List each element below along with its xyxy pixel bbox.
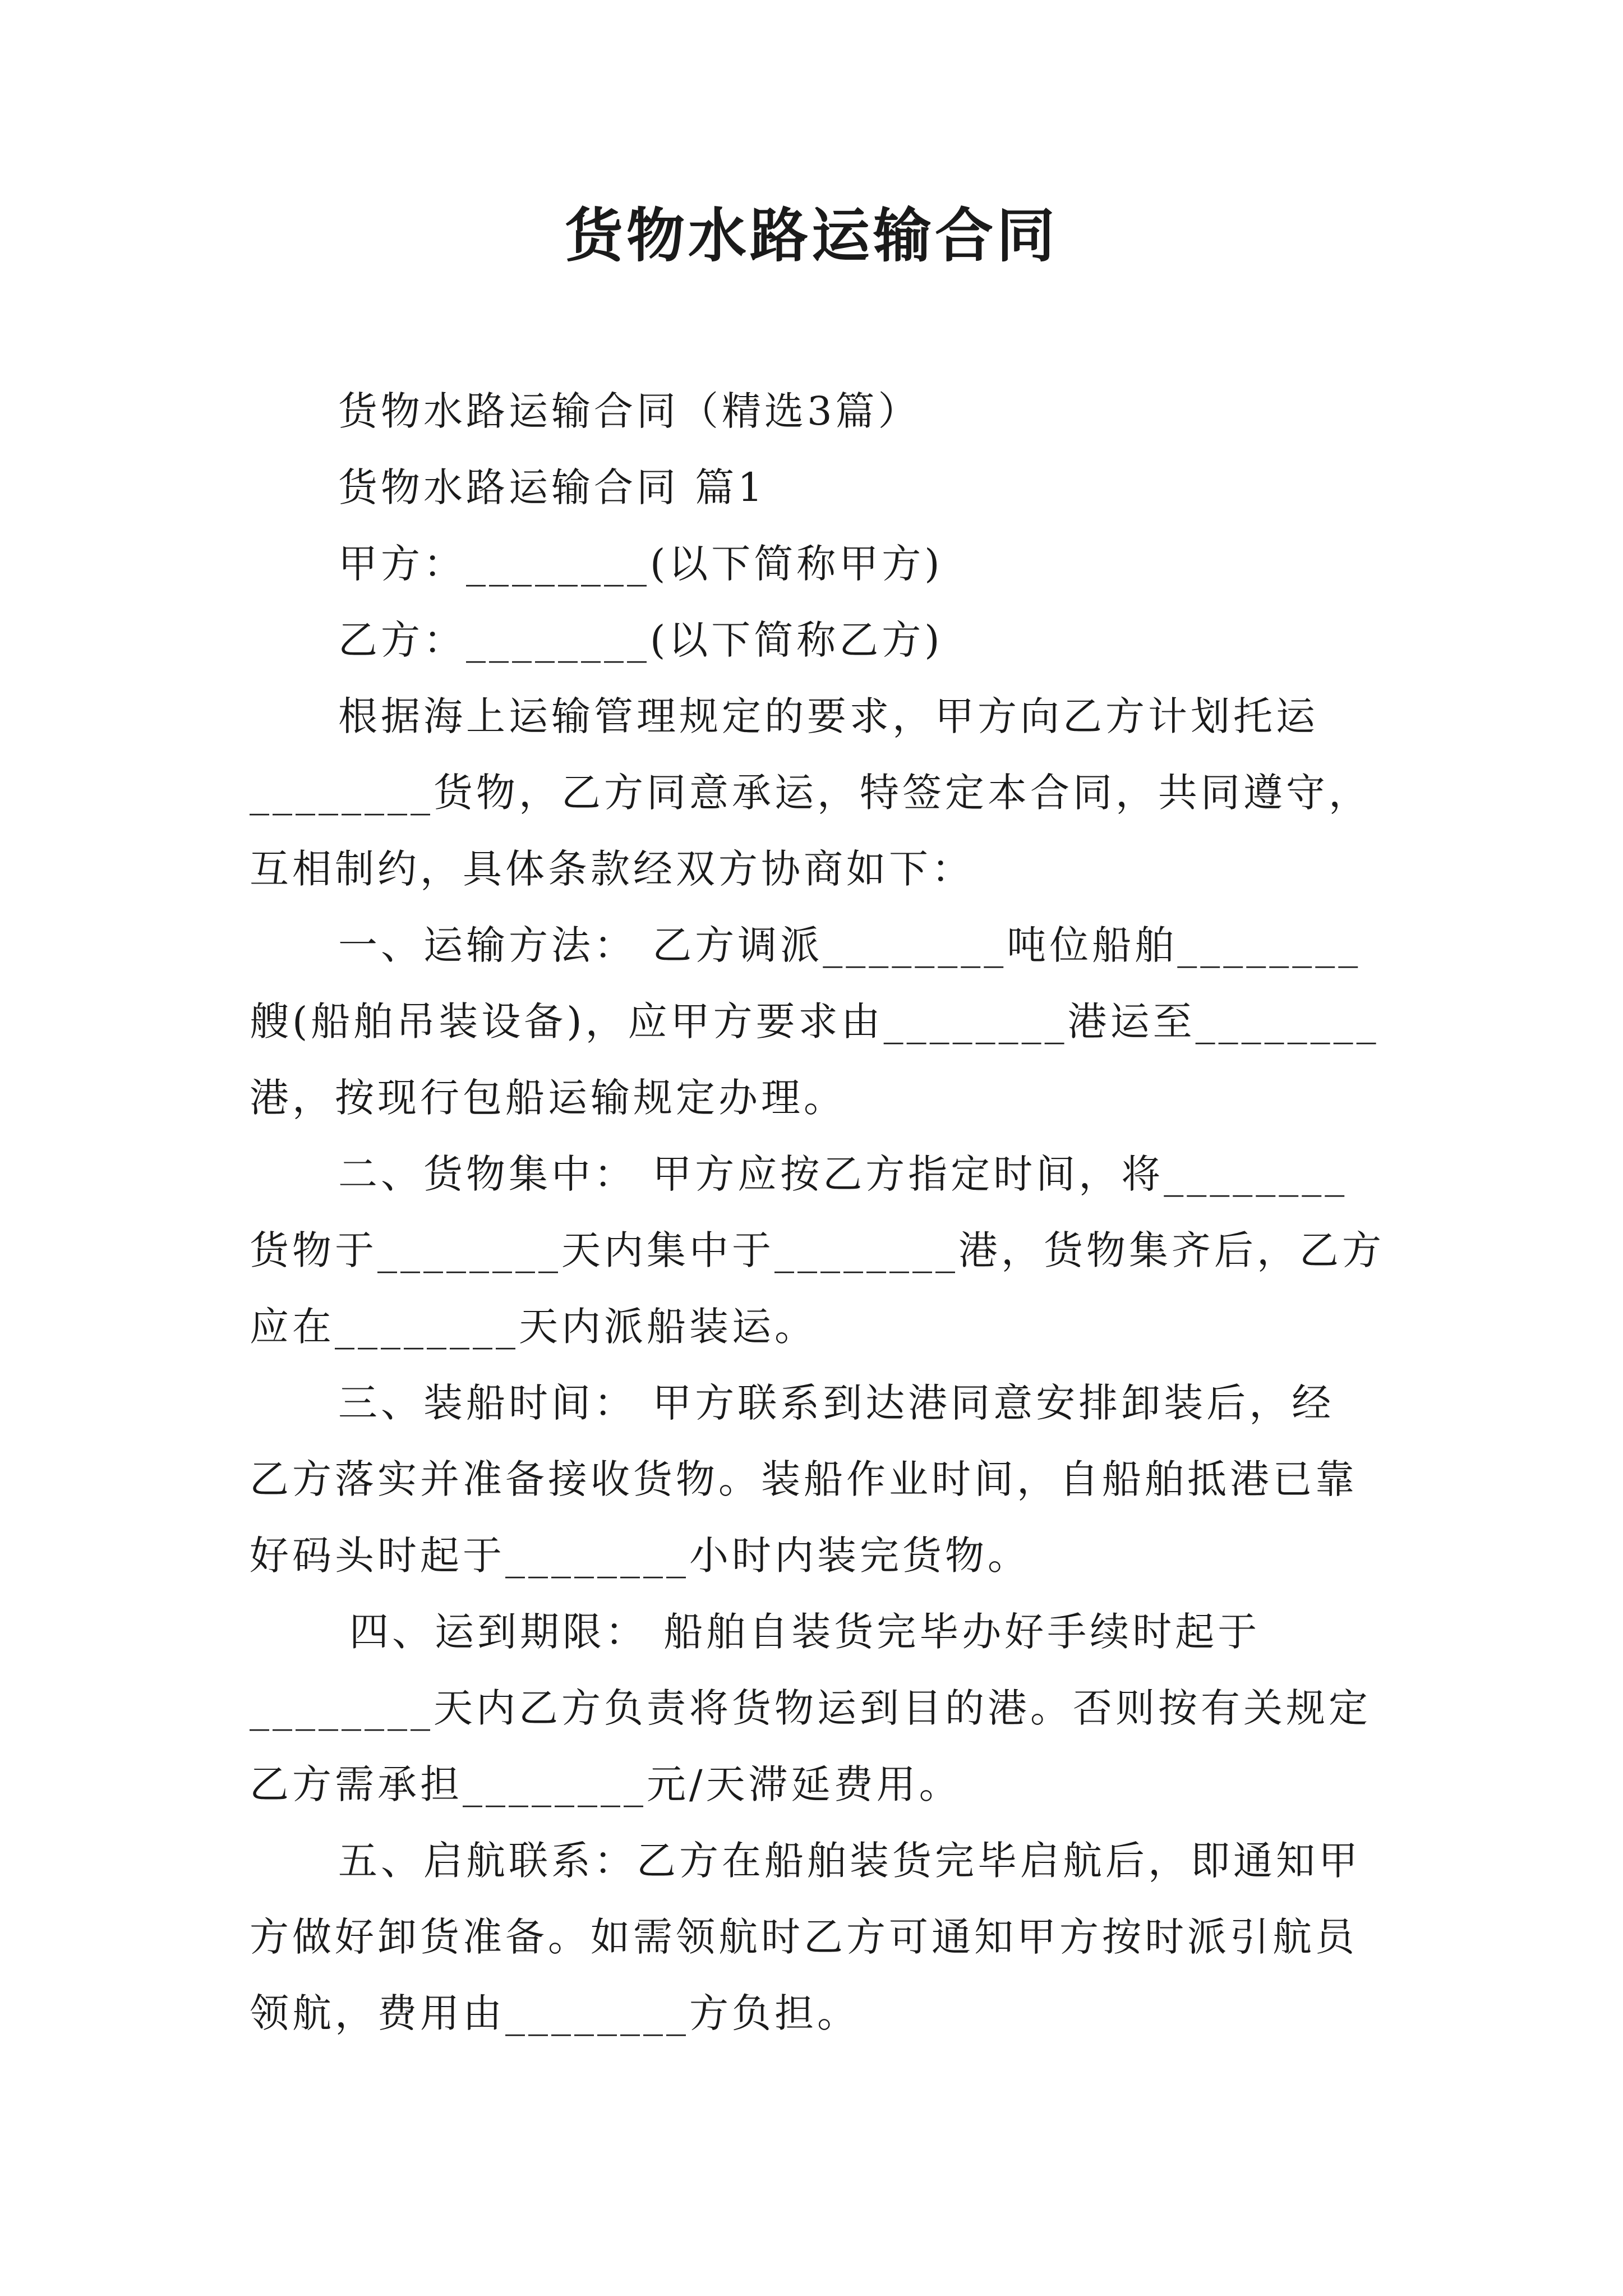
paragraph-line: 根据海上运输管理规定的要求，甲方向乙方计划托运 bbox=[338, 693, 1318, 739]
party-a-line: 甲方：________(以下简称甲方) bbox=[338, 541, 943, 587]
paragraph-line: 互相制约，具体条款经双方协商如下： bbox=[250, 846, 974, 892]
clause-line: ________天内乙方负责将货物运到目的港。否则按有关规定 bbox=[250, 1685, 1371, 1731]
document-body bbox=[250, 373, 1388, 2051]
section-heading: 货物水路运输合同 篇1 bbox=[338, 464, 766, 510]
clause-line: 一、运输方法： 乙方调派________吨位船舶________ bbox=[338, 922, 1362, 968]
party-b-line: 乙方：________(以下简称乙方) bbox=[338, 617, 943, 663]
clause-line: 乙方落实并准备接收货物。装船作业时间，自船舶抵港已靠 bbox=[250, 1456, 1358, 1502]
clause-line: 货物于________天内集中于________港，货物集齐后，乙方 bbox=[250, 1227, 1385, 1273]
clause-line: 港，按现行包船运输规定办理。 bbox=[250, 1075, 846, 1121]
clause-line: 三、装船时间： 甲方联系到达港同意安排卸装后，经 bbox=[338, 1380, 1335, 1426]
clause-line: 五、启航联系：乙方在船舶装货完毕启航后，即通知甲 bbox=[338, 1838, 1361, 1884]
clause-line: 四、运到期限： 船舶自装货完毕办好手续时起于 bbox=[349, 1609, 1261, 1655]
paragraph-line: ________货物，乙方同意承运，特签定本合同，共同遵守， bbox=[250, 770, 1371, 816]
document-title: 货物水路运输合同 bbox=[564, 201, 1058, 270]
clause-line: 好码头时起于________小时内装完货物。 bbox=[250, 1533, 1030, 1579]
subtitle-line: 货物水路运输合同（精选3篇） bbox=[338, 388, 921, 434]
clause-line: 二、货物集中： 甲方应按乙方指定时间，将________ bbox=[338, 1151, 1348, 1197]
clause-line: 应在________天内派船装运。 bbox=[250, 1304, 817, 1350]
clause-line: 领航，费用由________方负担。 bbox=[250, 1990, 860, 2036]
clause-line: 乙方需承担________元/天滞延费用。 bbox=[250, 1761, 962, 1807]
clause-line: 艘(船舶吊装设备)，应甲方要求由________港运至________ bbox=[250, 999, 1380, 1045]
clause-line: 方做好卸货准备。如需领航时乙方可通知甲方按时派引航员 bbox=[250, 1914, 1358, 1960]
